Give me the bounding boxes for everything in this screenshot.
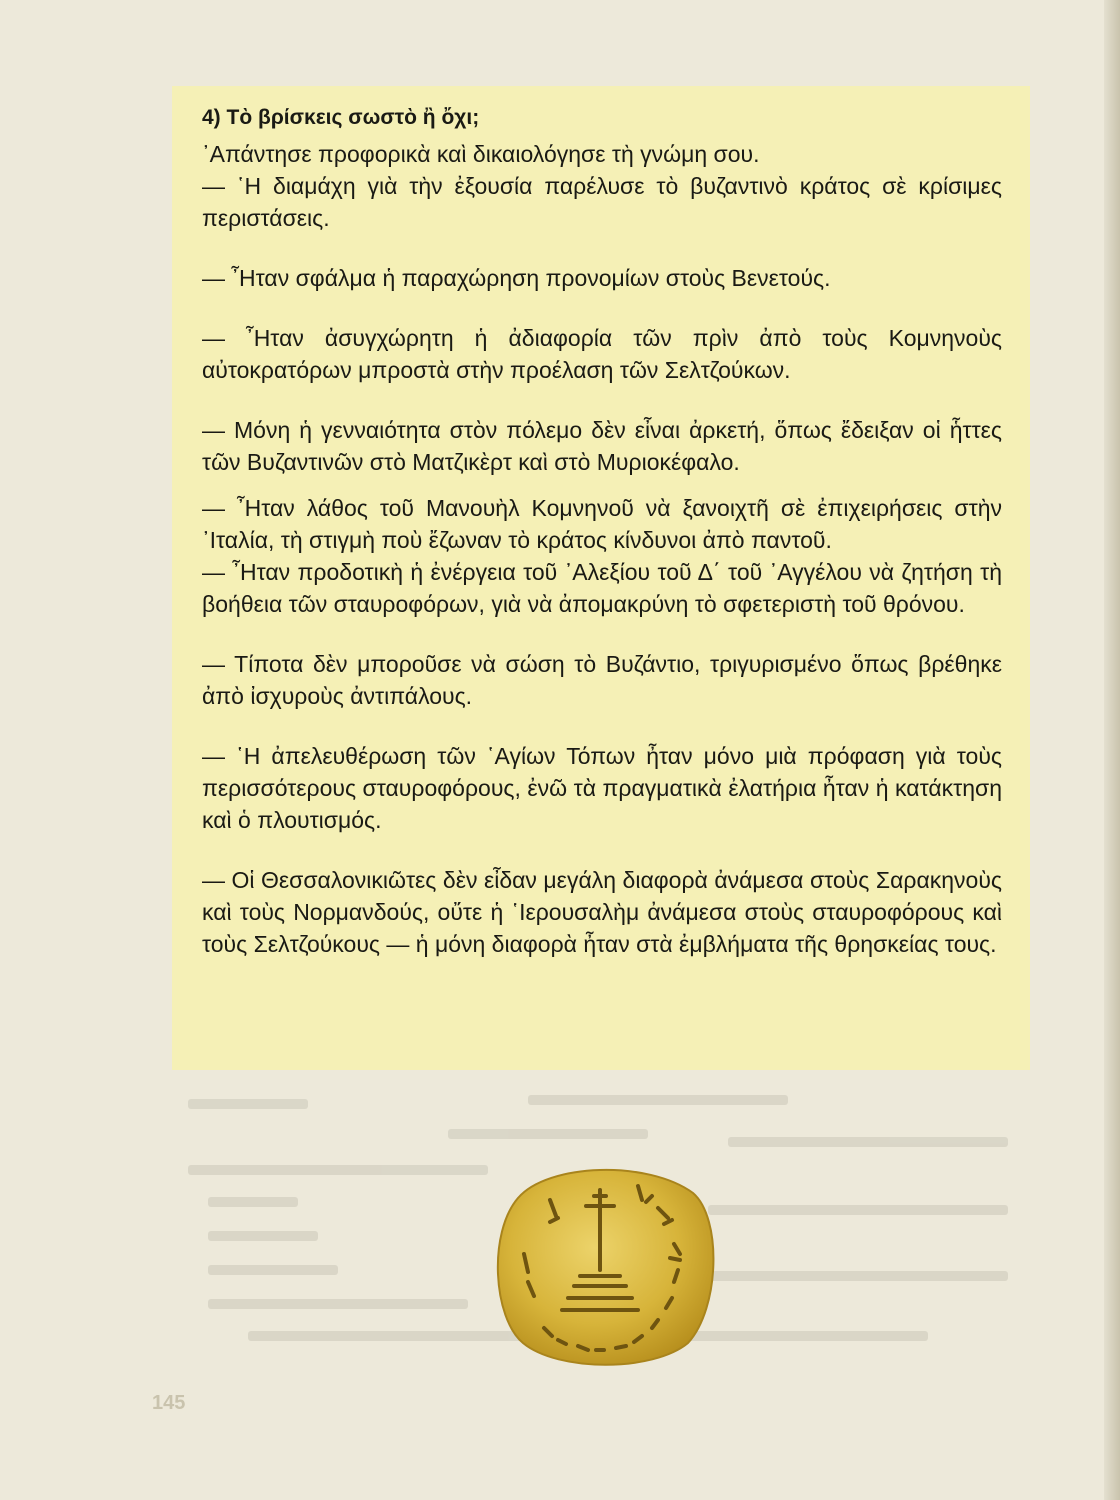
statement-2: — ῏Ηταν σφάλμα ἡ παραχώρηση προνομίων στοὺς Βενετούς.: [202, 265, 831, 291]
statement-5: — ῏Ηταν λάθος τοῦ Μανουὴλ Κομνηνοῦ νὰ ξανοιχτῆ σὲ ἐπιχειρήσεις στὴν ᾽Ιταλία, τὴ στιγμὴ ποὺ ἔζωναν τὸ κράτος κίνδυνοι ἀπὸ παντοῦ.: [202, 495, 1002, 553]
statement-9: — Οἱ Θεσσαλονικιῶτες δὲν εἶδαν μεγάλη διαφορὰ ἀνάμεσα στοὺς Σαρακηνοὺς καὶ τοὺς Νορμανδούς, οὔτε ἡ ῾Ιερουσαλὴμ ἀνάμεσα στοὺς σταυροφόρους καὶ τοὺς Σελτζούκους — ἡ μόνη διαφορὰ ἦταν στὰ ἐμβλήματα τῆς θρησκείας τους.: [202, 867, 1002, 957]
statement-3: — ῏Ηταν ἀσυγχώρητη ἡ ἀδιαφορία τῶν πρὶν ἀπὸ τοὺς Κομνηνοὺς αὐτοκρατόρων μπροστὰ στὴν προέλαση τῶν Σελτζούκων.: [202, 325, 1002, 383]
exercise-text: [202, 104, 1002, 960]
page-edge: [1104, 0, 1120, 1500]
statement-1: — ῾Η διαμάχη γιὰ τὴν ἐξουσία παρέλυσε τὸ βυζαντινὸ κράτος σὲ κρίσιμες περιστάσεις.: [202, 173, 1002, 231]
exercise-title: 4) Τὸ βρίσκεις σωστὸ ἢ ὄχι;: [202, 106, 480, 129]
statement-4: — Μόνη ἡ γενναιότητα στὸν πόλεμο δὲν εἶναι ἀρκετή, ὅπως ἔδειξαν οἱ ἧττες τῶν Βυζαντινῶν στὸ Ματζικὲρτ καὶ στὸ Μυριοκέφαλο.: [202, 417, 1002, 475]
coin-icon: [488, 1158, 722, 1372]
exercise-instruction: ᾽Απάντησε προφορικὰ καὶ δικαιολόγησε τὴ γνώμη σου.: [202, 141, 760, 167]
statement-6: — ῏Ηταν προδοτικὴ ἡ ἐνέργεια τοῦ ᾽Αλεξίου τοῦ Δ΄ τοῦ ᾽Αγγέλου νὰ ζητήση τὴ βοήθεια τῶν σταυροφόρων, γιὰ νὰ ἀπομακρύνη τὸ σφετεριστὴ τοῦ θρόνου.: [202, 559, 1002, 617]
page-number: 145: [152, 1392, 186, 1414]
statement-7: — Τίποτα δὲν μποροῦσε νὰ σώση τὸ Βυζάντιο, τριγυρισμένο ὅπως βρέθηκε ἀπὸ ἰσχυροὺς ἀντιπάλους.: [202, 651, 1002, 709]
byzantine-coin-image: [488, 1158, 722, 1372]
statement-8: — ῾Η ἀπελευθέρωση τῶν ῾Αγίων Τόπων ἦταν μόνο μιὰ πρόφαση γιὰ τοὺς περισσότερους σταυροφόρους, ἐνῶ τὰ πραγματικὰ ἐλατήρια ἦταν ἡ κατάκτηση καὶ ὁ πλουτισμός.: [202, 743, 1002, 833]
